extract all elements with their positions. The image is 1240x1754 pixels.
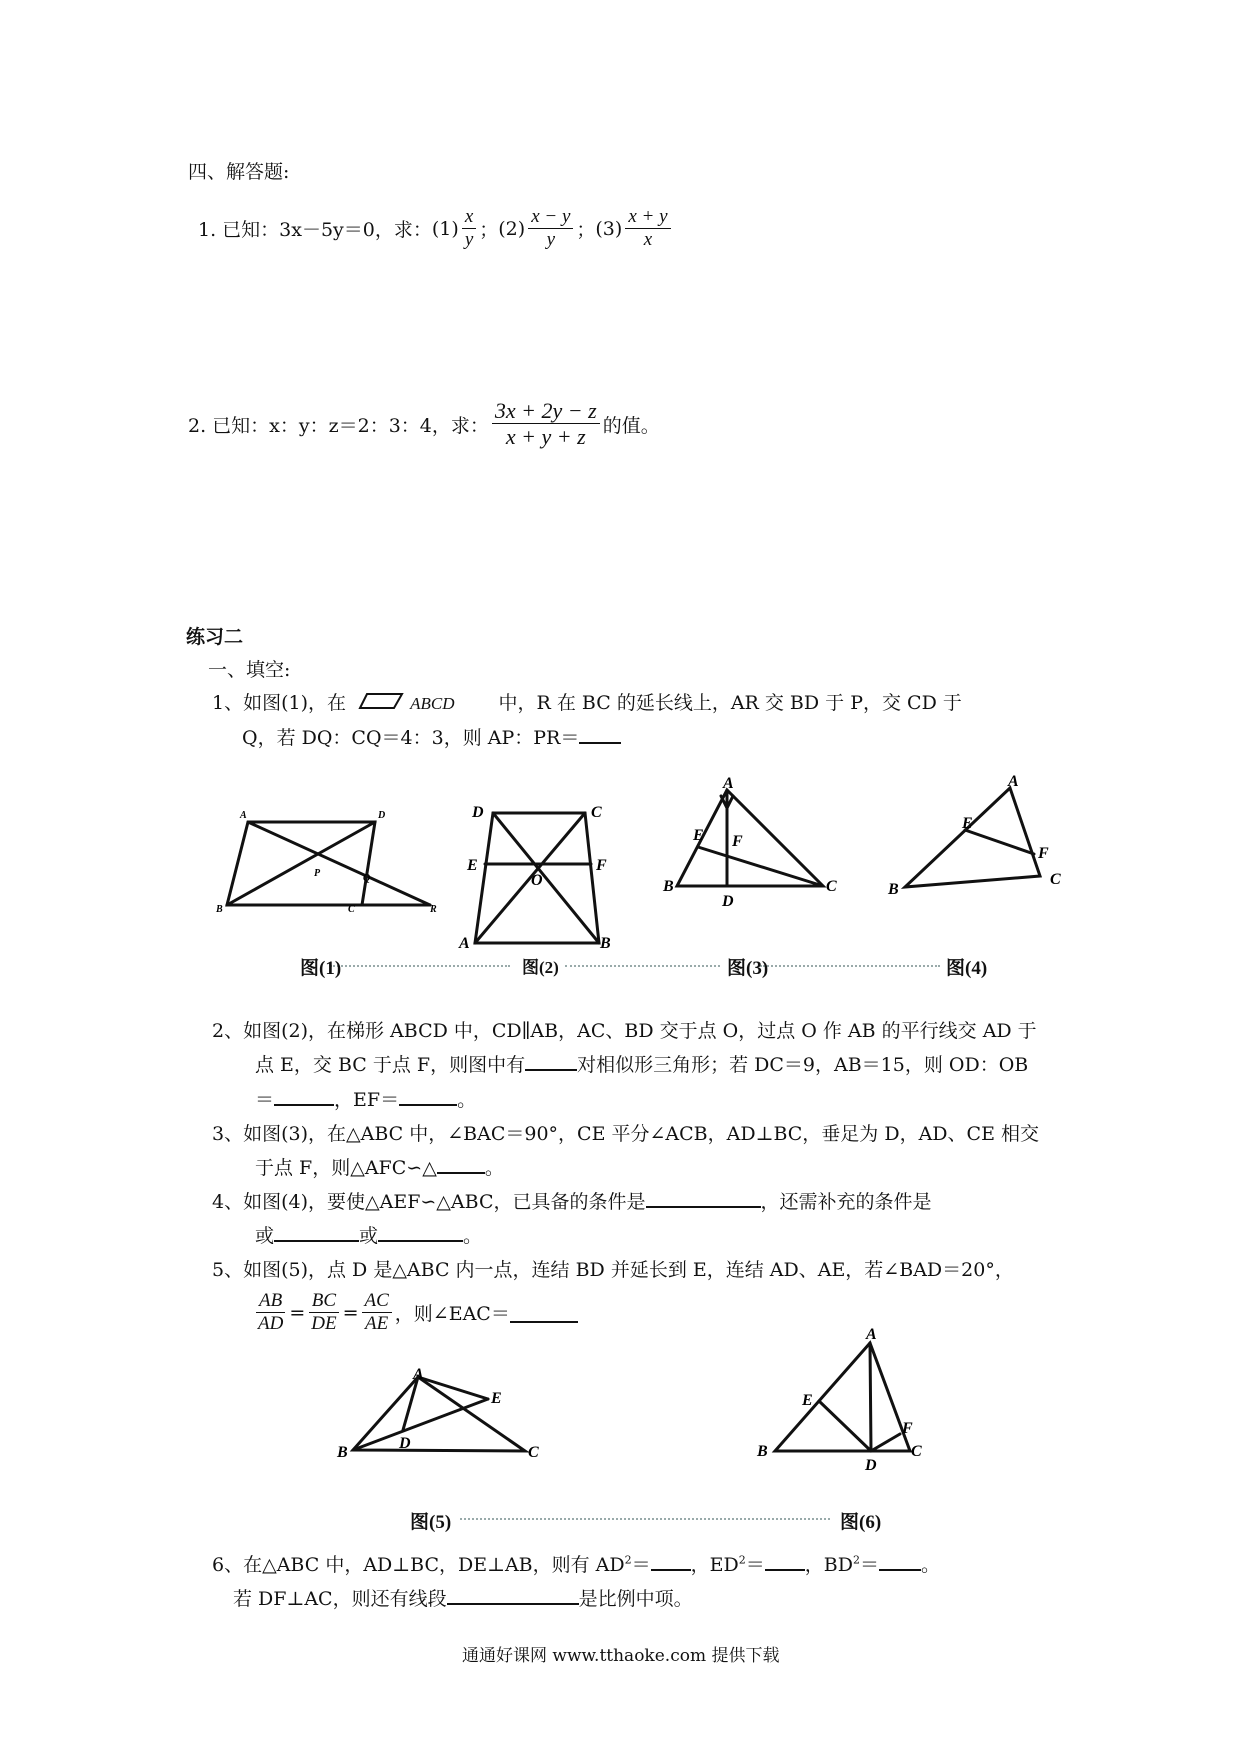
fig4-triangle-abc bbox=[905, 788, 1040, 887]
problem-4-text: 4、如图(4)，要使△AEF∽△ABC，已具备的条件是 bbox=[212, 1191, 646, 1213]
answer-blank[interactable] bbox=[510, 1303, 578, 1323]
fig4-label-e: E bbox=[962, 815, 973, 832]
equals-sign: = bbox=[342, 1301, 359, 1324]
fig4-label-f: F bbox=[1038, 845, 1049, 862]
q2-prefix: 2. 已知：x：y：z＝2：3：4，求： bbox=[188, 414, 489, 437]
separator: ； bbox=[576, 219, 596, 242]
equals-sign: ＝ bbox=[631, 1554, 651, 1576]
equals-sign: ＝ bbox=[859, 1554, 879, 1576]
question-2 bbox=[188, 398, 660, 451]
problem-5-line-1: 5、如图(5)，点 D 是△ABC 内一点，连结 BD 并延长到 E，连结 AD、AE，若∠BAD＝20°， bbox=[212, 1259, 1014, 1281]
fraction-ab-ad: $\frac{AB}{AD}$ bbox=[258, 1290, 284, 1334]
problem-1-text: Q，若 DQ：CQ＝4：3，则 AP：PR＝ bbox=[242, 727, 580, 749]
answer-blank[interactable] bbox=[437, 1154, 485, 1174]
fig5-label-e: E bbox=[491, 1390, 502, 1407]
fig4-label-c: C bbox=[1050, 871, 1061, 888]
answer-blank[interactable] bbox=[399, 1086, 457, 1106]
parallelogram-icon bbox=[358, 692, 404, 712]
fig3-label-f: F bbox=[732, 833, 743, 850]
problem-3-line-2 bbox=[255, 1153, 504, 1180]
problem-5-text: ，则∠EAC＝ bbox=[394, 1303, 510, 1326]
fig2-label-e: E bbox=[467, 857, 478, 874]
problem-6-text: ，BD bbox=[804, 1554, 853, 1576]
figure-1 bbox=[210, 790, 440, 920]
problem-2-text: 点 E，交 BC 于点 F，则图中有 bbox=[255, 1054, 526, 1076]
fig5-label-c: C bbox=[528, 1444, 539, 1461]
problem-1-line-2 bbox=[242, 723, 621, 750]
fraction-bc-de: $\frac{BC}{DE}$ bbox=[308, 1290, 339, 1336]
equals-sign: ＝ bbox=[745, 1554, 765, 1576]
fill-heading: 一、填空: bbox=[208, 659, 291, 681]
fig2-label-d: D bbox=[472, 804, 484, 821]
q1-p3: (3) bbox=[595, 217, 623, 240]
problem-6-text: 若 DF⊥AC，则还有线段 bbox=[233, 1588, 447, 1610]
fig1-label-c: C bbox=[348, 904, 355, 915]
fig6-label-c: C bbox=[911, 1443, 922, 1460]
caption-fig-3: 图(3) bbox=[727, 958, 769, 979]
problem-6-text: ，ED bbox=[690, 1554, 739, 1576]
caption-dots bbox=[565, 965, 720, 967]
equals-sign: = bbox=[289, 1301, 306, 1324]
answer-blank[interactable] bbox=[579, 724, 621, 744]
caption-dots bbox=[330, 965, 510, 967]
fig1-label-b: B bbox=[216, 904, 223, 915]
problem-4-line-1 bbox=[212, 1187, 932, 1214]
problem-1-text: 1、如图(1)，在 bbox=[212, 692, 347, 714]
q1-prefix: 1. 已知：3x－5y＝0，求： bbox=[198, 219, 432, 242]
fig1-label-r: R bbox=[430, 904, 437, 915]
fig5-label-b: B bbox=[337, 1444, 348, 1461]
fig1-line-ar bbox=[248, 822, 430, 905]
problem-4-line-2 bbox=[255, 1221, 482, 1248]
problem-3-text: 。 bbox=[484, 1157, 504, 1179]
answer-blank[interactable] bbox=[765, 1551, 805, 1571]
fig6-triangle-abc bbox=[775, 1343, 910, 1451]
fig1-diagonal-bd bbox=[227, 822, 375, 905]
caption-fig-6: 图(6) bbox=[840, 1512, 882, 1533]
caption-fig-5: 图(5) bbox=[410, 1512, 452, 1533]
q1-p2: (2) bbox=[498, 217, 526, 240]
problem-2-text: 。 bbox=[457, 1089, 477, 1111]
problem-6-text: 是比例中项。 bbox=[578, 1588, 693, 1610]
fig2-label-a: A bbox=[459, 935, 470, 952]
fraction-x-minus-y-over-y: $\frac{x - y}{y}$ bbox=[528, 206, 573, 252]
answer-blank[interactable] bbox=[447, 1585, 579, 1605]
figure-2 bbox=[455, 795, 625, 965]
problem-1-text: 中，R 在 BC 的延长线上，AR 交 BD 于 P，交 CD 于 bbox=[498, 692, 962, 714]
fig6-label-f: F bbox=[902, 1420, 913, 1437]
problem-6-line-2 bbox=[233, 1584, 693, 1611]
fig6-segment-de bbox=[819, 1401, 871, 1451]
parallelogram-label: ABCD bbox=[410, 694, 455, 713]
fig5-label-d: D bbox=[399, 1435, 411, 1452]
answer-blank[interactable] bbox=[879, 1551, 921, 1571]
fig3-label-e: E bbox=[693, 827, 704, 844]
caption-dots bbox=[760, 965, 940, 967]
fig6-altitude-ad bbox=[870, 1343, 871, 1451]
fig6-label-a: A bbox=[866, 1326, 877, 1343]
practice-title: 练习二 bbox=[186, 626, 244, 648]
fig6-label-b: B bbox=[757, 1443, 768, 1460]
superscript: 2 bbox=[852, 1553, 860, 1567]
problem-3-text: 于点 F，则△AFC∽△ bbox=[255, 1157, 437, 1179]
fig1-label-q: Q bbox=[363, 873, 371, 884]
answer-blank[interactable] bbox=[651, 1551, 691, 1571]
footer-text: 通通好课网 www.tthaoke.com 提供下载 bbox=[462, 1646, 780, 1666]
fig4-label-a: A bbox=[1008, 773, 1019, 790]
fig6-segment-df bbox=[871, 1434, 900, 1451]
answer-blank[interactable] bbox=[378, 1222, 463, 1242]
fig2-diagonal-db bbox=[493, 813, 599, 943]
fig2-label-o: O bbox=[531, 872, 543, 889]
fraction-x-plus-y-over-x: $\frac{x + y}{x}$ bbox=[625, 206, 670, 252]
problem-6-text: 。 bbox=[921, 1554, 941, 1576]
problem-3-line-1: 3、如图(3)，在△ABC 中，∠BAC＝90°，CE 平分∠ACB，AD⊥BC，垂足为 D，AD、CE 相交 bbox=[212, 1123, 1039, 1145]
fig5-label-a: A bbox=[413, 1366, 424, 1383]
answer-blank[interactable] bbox=[274, 1086, 334, 1106]
caption-fig-4: 图(4) bbox=[946, 958, 988, 979]
fig3-label-c: C bbox=[826, 878, 837, 895]
fig1-label-a: A bbox=[240, 810, 247, 821]
fig2-label-b: B bbox=[600, 935, 611, 952]
problem-4-text: ，还需补充的条件是 bbox=[760, 1191, 932, 1213]
problem-2-text: ，EF＝ bbox=[334, 1089, 400, 1111]
fig1-label-d: D bbox=[378, 810, 386, 821]
fraction-expression: $\frac{3x + 2y - z}{x + y + z}$ bbox=[492, 398, 600, 451]
fig5-line-ae bbox=[418, 1377, 488, 1399]
fig3-label-d: D bbox=[722, 893, 734, 910]
fig2-label-f: F bbox=[596, 857, 607, 874]
caption-fig-1: 图(1) bbox=[300, 958, 342, 979]
problem-2-line-1: 2、如图(2)，在梯形 ABCD 中，CD∥AB，AC、BD 交于点 O，过点 O 作 AB 的平行线交 AD 于 bbox=[212, 1020, 1037, 1042]
fig4-segment-ef bbox=[965, 830, 1034, 854]
problem-2-line-3 bbox=[255, 1085, 476, 1112]
caption-fig-2: 图(2) bbox=[522, 958, 559, 977]
fig1-label-p: P bbox=[314, 868, 321, 879]
fraction-ac-ae: $\frac{AC}{AE}$ bbox=[362, 1290, 392, 1336]
answer-blank[interactable] bbox=[646, 1188, 761, 1208]
problem-4-text: 。 bbox=[463, 1225, 483, 1247]
superscript: 2 bbox=[624, 1553, 632, 1567]
problem-2-text: 对相似形三角形；若 DC＝9，AB＝15，则 OD：OB bbox=[577, 1054, 1029, 1076]
fig5-line-be bbox=[353, 1399, 488, 1450]
fraction-x-over-y: $\frac{x}{y}$ bbox=[462, 206, 476, 252]
problem-6-text: 6、在△ABC 中，AD⊥BC，DE⊥AB，则有 AD bbox=[212, 1554, 625, 1576]
answer-blank[interactable] bbox=[525, 1051, 577, 1071]
fig3-label-b: B bbox=[663, 878, 674, 895]
q2-suffix: 的值。 bbox=[602, 414, 660, 437]
caption-dots bbox=[460, 1518, 830, 1520]
fig2-label-c: C bbox=[591, 804, 602, 821]
problem-1-line-1 bbox=[212, 688, 962, 715]
problem-2-line-2 bbox=[255, 1050, 1028, 1077]
answer-blank[interactable] bbox=[274, 1222, 359, 1242]
fig4-label-b: B bbox=[888, 881, 899, 898]
q1-p1: (1) bbox=[431, 217, 459, 240]
section-heading: 四、解答题: bbox=[188, 161, 290, 183]
problem-4-text: 或 bbox=[255, 1225, 275, 1247]
fig6-label-e: E bbox=[802, 1392, 813, 1409]
problem-6-line-1 bbox=[212, 1550, 940, 1577]
figure-4 bbox=[880, 770, 1080, 910]
figure-3 bbox=[655, 770, 845, 910]
figure-6 bbox=[745, 1315, 945, 1475]
question-1 bbox=[198, 206, 674, 252]
fig3-label-a: A bbox=[723, 775, 734, 792]
separator: ； bbox=[479, 219, 499, 242]
problem-5-line-2 bbox=[252, 1290, 578, 1336]
problem-2-text: ＝ bbox=[255, 1089, 275, 1111]
fig6-label-d: D bbox=[865, 1457, 877, 1474]
figure-5 bbox=[335, 1365, 555, 1475]
problem-4-text: 或 bbox=[359, 1225, 379, 1247]
superscript: 2 bbox=[738, 1553, 746, 1567]
